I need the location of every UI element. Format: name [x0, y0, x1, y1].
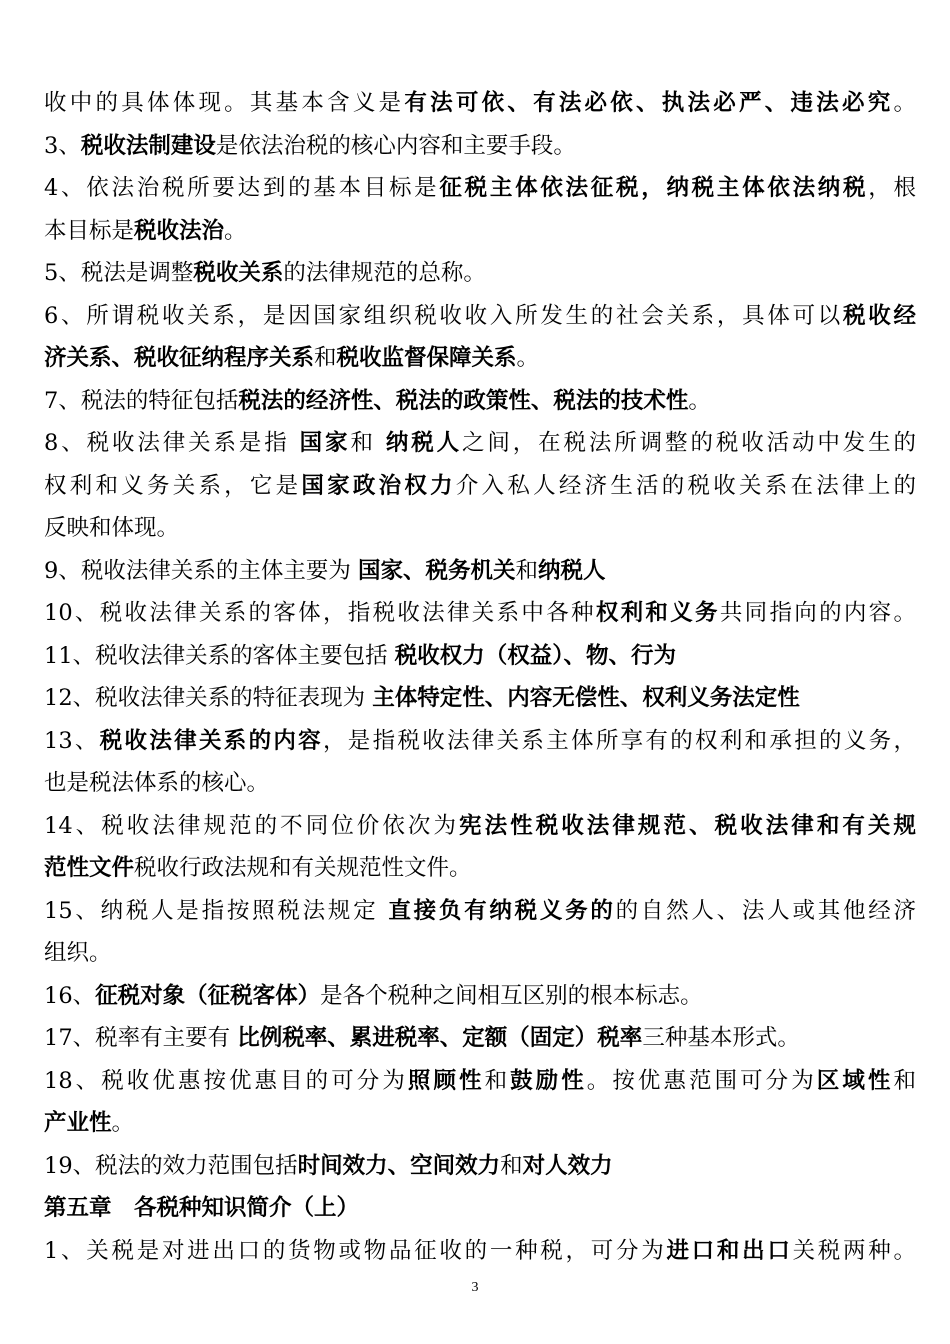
text-line	[44, 295, 916, 338]
bold-text: 主体特定性、内容无偿性、权利义务法定性	[372, 685, 800, 711]
bold-text: 税收权力（权益）、物、行为	[394, 642, 677, 669]
text-line	[44, 975, 916, 1018]
text-run: 11、税收法律关系的客体主要包括	[44, 642, 395, 669]
bold-text: 区域性	[816, 1067, 894, 1094]
bold-text: 税收关系	[193, 260, 284, 286]
bold-text: 纳税人	[538, 557, 606, 584]
text-run: 。	[893, 90, 916, 116]
text-line	[44, 1230, 916, 1273]
bold-text: 照顾性	[407, 1067, 485, 1094]
text-run: 是各个税种之间相互区别的根本标志。	[320, 982, 703, 1009]
bold-text: 税收法制建设	[80, 132, 216, 159]
text-line	[44, 847, 916, 890]
text-line	[44, 82, 916, 125]
bold-text: 征税主体依法征税，纳税主体依法纳税	[439, 175, 869, 201]
text-line	[44, 337, 916, 380]
text-run: 也是税法体系的核心。	[44, 770, 270, 796]
text-run: 12、税收法律关系的特征表现为	[44, 685, 373, 711]
text-line	[44, 210, 916, 253]
text-run: 和	[500, 1152, 523, 1179]
bold-text: 产业性	[44, 1110, 112, 1136]
text-run: 和	[314, 345, 337, 371]
bold-text: 国家	[299, 430, 351, 456]
text-run: 3、	[44, 132, 81, 159]
bold-text: 税收经	[843, 302, 916, 329]
text-run: 的自然人、法人或其他经济	[615, 897, 916, 924]
bold-text: 鼓励性	[510, 1067, 587, 1094]
bold-text: 时间效力、空间效力	[297, 1152, 501, 1179]
text-run: 10、税收法律关系的客体，指税收法律关系中各种	[44, 600, 596, 626]
bold-text: 比例税率、累进税率、定额（固定）税率	[237, 1025, 643, 1051]
text-line	[44, 550, 916, 593]
text-run: 组织。	[44, 940, 112, 966]
bold-text: 第五章 各税种知识简介（上）	[44, 1195, 360, 1221]
text-run: 13、	[44, 727, 100, 754]
text-run: 收中的具体体现。其基本含义是	[44, 90, 405, 116]
text-line	[44, 507, 916, 550]
bold-text: 税收法律关系的内容	[99, 727, 323, 754]
text-line	[44, 1060, 916, 1103]
text-line	[44, 380, 916, 423]
bold-text: 宪法性税收法律规范、税收法律和有关规	[459, 812, 916, 839]
text-run: 和	[893, 1067, 916, 1094]
text-line	[44, 720, 916, 763]
bold-text: 税收监督保障关系	[336, 345, 517, 371]
text-line	[44, 125, 916, 168]
text-run: 介入私人经济生活的税收关系在法律上的	[455, 472, 916, 499]
text-run: 之间，在税法所调整的税收活动中发生的	[462, 430, 916, 456]
text-run: 的法律规范的总称。	[283, 260, 486, 286]
bold-text: 对人效力	[522, 1152, 613, 1179]
bold-text: 范性文件	[44, 855, 135, 881]
text-line	[44, 1017, 916, 1060]
text-run: ，根	[868, 175, 916, 201]
bold-text: 国家政治权力	[301, 472, 456, 499]
text-run: 共同指向的内容。	[719, 600, 916, 626]
text-run: 15、纳税人是指按照税法规定	[44, 897, 389, 924]
text-line	[44, 167, 916, 210]
text-run: 关税两种。	[792, 1237, 916, 1264]
bold-text: 征税对象（征税客体）	[95, 982, 321, 1009]
bold-text: 税收法治	[134, 217, 225, 244]
text-run: 18、税收优惠按优惠目的可分为	[44, 1067, 408, 1094]
text-run: 8、税收法律关系是指	[44, 430, 300, 456]
section-heading	[44, 1187, 916, 1230]
bold-text: 进口和出口	[666, 1237, 793, 1264]
document-body	[44, 82, 916, 1272]
text-line	[44, 1102, 916, 1145]
bold-text: 国家、税务机关	[357, 557, 516, 584]
text-run: 7、税法的特征包括	[44, 387, 239, 414]
text-run: 权利和义务关系，它是	[44, 472, 302, 499]
bold-text: 有法可依、有法必依、执法必严、违法必究	[404, 90, 894, 116]
text-run: 和	[350, 430, 386, 456]
text-line	[44, 592, 916, 635]
text-line	[44, 1145, 916, 1188]
text-run: 16、	[44, 982, 96, 1009]
text-line	[44, 422, 916, 465]
text-run: 三种基本形式。	[642, 1025, 800, 1051]
text-run: 税收行政法规和有关规范性文件。	[134, 855, 472, 881]
text-run: 。	[688, 387, 711, 414]
text-run: 4、依法治税所要达到的基本目标是	[44, 175, 440, 201]
text-run: 6、所谓税收关系，是因国家组织税收收入所发生的社会关系，具体可以	[44, 302, 844, 329]
text-run: 。	[224, 217, 247, 244]
text-line	[44, 465, 916, 508]
text-run: 5、税法是调整	[44, 260, 194, 286]
bold-text: 纳税人	[385, 430, 463, 456]
text-line	[44, 635, 916, 678]
text-run: 1、关税是对进出口的货物或物品征收的一种税，可分为	[44, 1237, 667, 1264]
text-line	[44, 252, 916, 295]
text-run: 反映和体现。	[44, 515, 180, 541]
bold-text: 权利和义务	[595, 600, 720, 626]
text-line	[44, 805, 916, 848]
text-run: 是依法治税的核心内容和主要手段。	[215, 132, 576, 159]
text-run: 14、税收法律规范的不同位价依次为	[44, 812, 460, 839]
text-run: 和	[515, 557, 538, 584]
text-run: 。	[516, 345, 540, 371]
text-run: 本目标是	[44, 217, 135, 244]
bold-text: 税法的经济性、税法的政策性、税法的技术性	[238, 387, 689, 414]
bold-text: 济关系、税收征纳程序关系	[44, 345, 315, 371]
text-run: 19、税法的效力范围包括	[44, 1152, 298, 1179]
text-run: 9、税收法律关系的主体主要为	[44, 557, 358, 584]
bold-text: 直接负有纳税义务的	[388, 897, 616, 924]
text-run: ，是指税收法律关系主体所享有的权利和承担的义务，	[322, 727, 916, 754]
text-run: 17、税率有主要有	[44, 1025, 238, 1051]
text-line	[44, 677, 916, 720]
text-line	[44, 932, 916, 975]
text-line	[44, 890, 916, 933]
text-line	[44, 762, 916, 805]
text-run: 。按优惠范围可分为	[586, 1067, 817, 1094]
text-run: 。	[111, 1110, 135, 1136]
text-run: 和	[484, 1067, 511, 1094]
page-number: 3	[471, 1280, 479, 1295]
